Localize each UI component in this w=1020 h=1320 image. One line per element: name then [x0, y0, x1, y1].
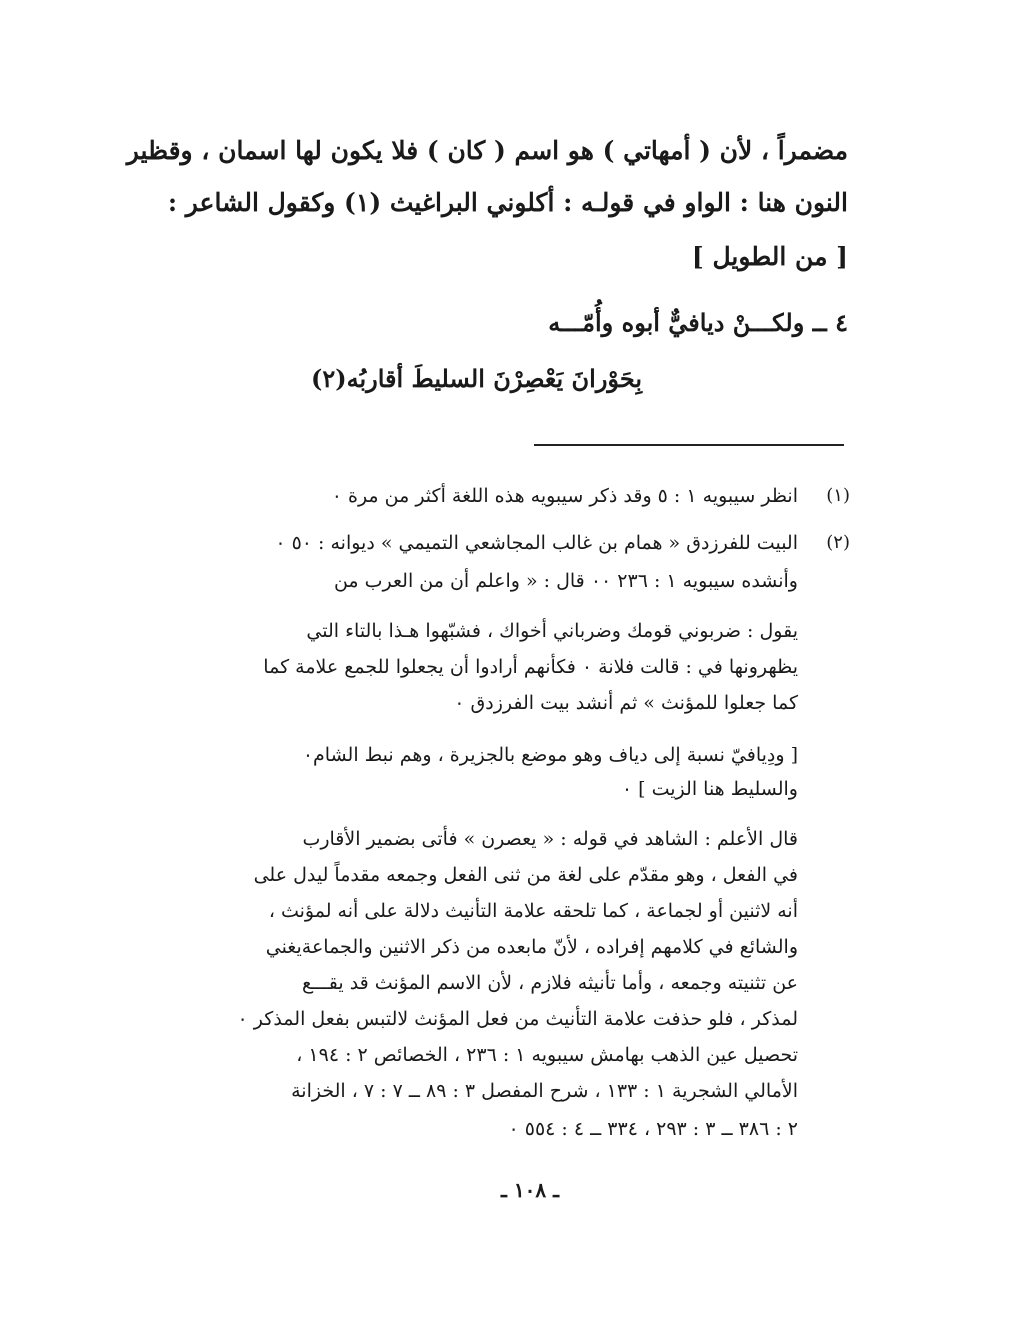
footnote-2-line-2: وأنشده سيبويه ١ : ٢٣٦ ٠٠ قال : « واعلم أن من العرب من — [333, 570, 798, 592]
footnote-separator — [534, 444, 844, 446]
footnote-2-line-5: كما جعلوا للمؤنث » ثم أنشد بيت الفرزدق ٠ — [454, 692, 798, 714]
commentary-line-3: أنه لاثنين أو لجماعة ، كما تلحقه علامة التأنيث دلالة على أنه لمؤنث ، — [268, 900, 798, 922]
verse-hemistich-2: بِحَوْرانَ يَعْصِرْنَ السليطَ أقاربُه(٢) — [310, 364, 642, 393]
footnote-2-line-1: البيت للفرزدق « همام بن غالب المجاشعي التميمي » ديوانه : ٥٠ ٠ — [275, 532, 798, 554]
commentary-line-8: الأمالي الشجرية ١ : ١٣٣ ، شرح المفصل ٣ : ٨٩ ــ ٧ : ٧ ، الخزانة — [291, 1080, 798, 1102]
commentary-line-5: عن تثنيته وجمعه ، وأما تأنيثه فلازم ، لأن الاسم المؤنث قد يقـــع — [301, 972, 798, 994]
commentary-line-9: ٢ : ٣٨٦ ــ ٣ : ٢٩٣ ، ٣٣٤ ــ ٤ : ٥٥٤ ٠ — [508, 1118, 798, 1140]
commentary-line-1: قال الأعلم : الشاهد في قوله : « يعصرن » فأتى بضمير الأقارب — [302, 828, 798, 850]
footnote-1-text: انظر سيبويه ١ : ٥ وقد ذكر سيبويه هذه اللغة أكثر من مرة ٠ — [331, 485, 798, 507]
editor-note-line-2: والسليط هنا الزيت ] ٠ — [621, 778, 798, 800]
footnote-2-line-3: يقول : ضربوني قومك وضرباني أخواك ، فشبّهوا هـذا بالتاء التي — [306, 620, 798, 642]
commentary-line-2: في الفعل ، وهو مقدّم على لغة من ثنى الفعل وجمعه مقدماً ليدل على — [253, 864, 798, 886]
footnote-2-line-4: يظهرونها في : قالت فلانة ٠ فكأنهم أرادوا أن يجعلوا للجمع علامة كما — [263, 656, 798, 678]
meter-label: [ من الطويل ] — [691, 242, 848, 271]
commentary-line-4: والشائع في كلامهم إفراده ، لأنّ مابعده من ذكر الاثنين والجماعةيغني — [265, 936, 798, 958]
footnote-1-number: (١) — [826, 485, 850, 506]
editor-note-line-1: [ ودِيافيّ نسبة إلى دياف وهو موضع بالجزيرة ، وهم نبط الشام٠ — [302, 744, 798, 766]
footnote-2-number: (٢) — [826, 532, 850, 553]
verse-hemistich-1: ٤ ــ ولكـــنْ ديافيٌّ أبوه وأُمّـــه — [548, 308, 848, 337]
main-text-line-2: النون هنا : الواو في قولـه : أكلوني البراغيث (١) وكقول الشاعر : — [167, 188, 848, 217]
main-text-line-1: مضمراً ، لأن ( أمهاتي ) هو اسم ( كان ) فلا يكون لها اسمان ، وقظير — [126, 136, 848, 165]
page-number: ـ ١٠٨ ـ — [501, 1178, 559, 1202]
commentary-line-6: لمذكر ، فلو حذفت علامة التأنيث من فعل المؤنث لالتبس بفعل المذكر ٠ — [237, 1008, 798, 1030]
commentary-line-7: تحصيل عين الذهب بهامش سيبويه ١ : ٢٣٦ ، الخصائص ٢ : ١٩٤ ، — [296, 1044, 798, 1066]
